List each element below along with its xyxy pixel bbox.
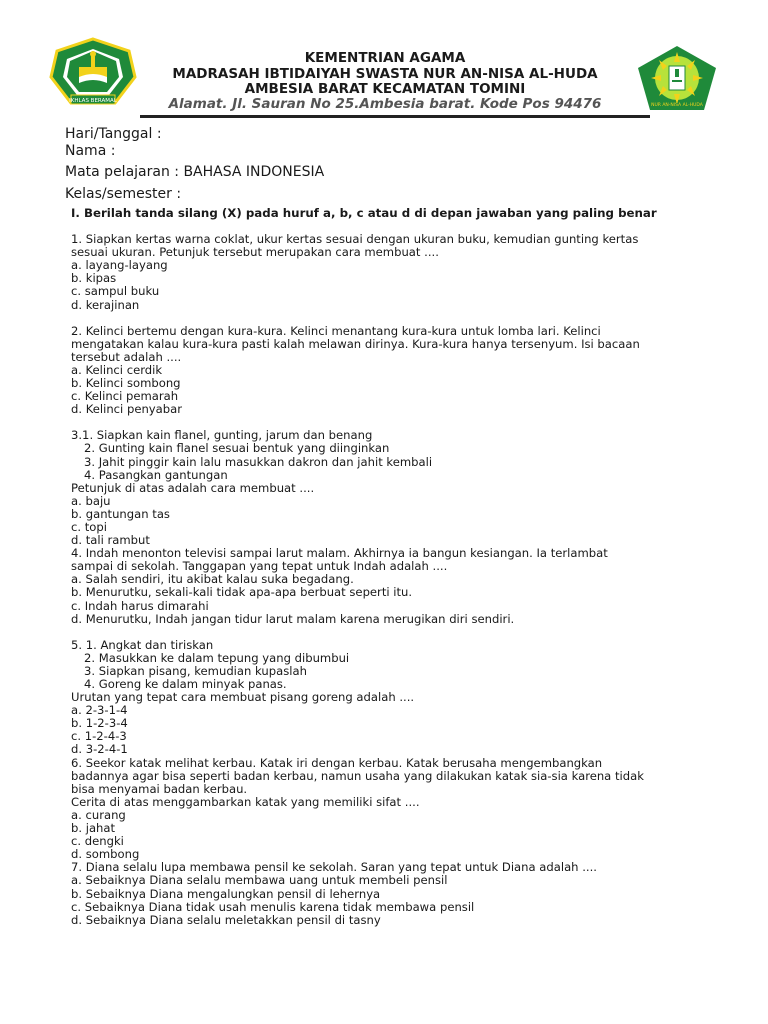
question-line: 2. Kelinci bertemu dengan kura-kura. Kelinci menantang kura-kura untuk lomba lari. Kelinci <box>71 323 601 338</box>
answer-option: a. Salah sendiri, itu akibat kalau suka begadang. <box>71 572 354 587</box>
question-line: 3. Jahit pinggir kain lalu masukkan dakron dan jahit kembali <box>84 454 433 469</box>
school-address: Alamat. Jl. Sauran No 25.Ambesia barat. Kode Pos 94476 <box>168 96 602 112</box>
question-line: mengatakan kalau kura-kura pasti kalah melawan dirinya. Kura-kura hanya tersenyum. Isi bacaan <box>71 336 640 351</box>
answer-option: b. 1-2-3-4 <box>71 716 128 731</box>
question-line: Petunjuk di atas adalah cara membuat .... <box>71 480 315 495</box>
question-line: sesuai ukuran. Petunjuk tersebut merupakan cara membuat .... <box>71 245 439 260</box>
answer-option: d. kerajinan <box>71 297 140 312</box>
answer-option: a. curang <box>71 807 126 822</box>
question-line: tersebut adalah .... <box>71 349 182 364</box>
right-logo-text: NUR AN-NISA AL-HUDA <box>651 103 703 108</box>
ministry-name: KEMENTRIAN AGAMA <box>304 50 466 66</box>
answer-option: c. Indah harus dimarahi <box>71 598 209 613</box>
answer-option: c. Sebaiknya Diana tidak usah menulis karena tidak membawa pensil <box>71 899 475 914</box>
question-line: 6. Seekor katak melihat kerbau. Katak iri dengan kerbau. Katak berusaha mengembangkan <box>71 755 603 770</box>
name-field-label: Nama : <box>65 143 116 159</box>
school-logo-icon <box>634 44 720 114</box>
question-line: 7. Diana selalu lupa membawa pensil ke sekolah. Saran yang tepat untuk Diana adalah .... <box>71 860 597 875</box>
answer-option: d. tali rambut <box>71 533 150 548</box>
answer-option: c. Kelinci pemarah <box>71 389 179 404</box>
question-line: 5. 1. Angkat dan tiriskan <box>71 637 214 652</box>
answer-option: d. sombong <box>71 847 140 862</box>
answer-option: b. Menurutku, sekali-kali tidak apa-apa berbuat seperti itu. <box>71 585 413 600</box>
question-line: sampai di sekolah. Tanggapan yang tepat untuk Indah adalah .... <box>71 559 448 574</box>
answer-option: b. Sebaiknya Diana mengalungkan pensil di lehernya <box>71 886 381 901</box>
question-line: badannya agar bisa seperti badan kerbau, namun usaha yang dilakukan katak sia-sia karena tidak <box>71 768 644 783</box>
answer-option: b. Kelinci sombong <box>71 376 181 391</box>
subject-label: Mata pelajaran : BAHASA INDONESIA <box>65 164 325 180</box>
school-name: MADRASAH IBTIDAIYAH SWASTA NUR AN-NISA AL-HUDA <box>172 66 598 82</box>
question-line: 2. Masukkan ke dalam tepung yang dibumbui <box>84 650 350 665</box>
question-list <box>71 207 711 927</box>
answer-option: a. layang-layang <box>71 258 168 273</box>
answer-option: b. gantungan tas <box>71 506 170 521</box>
answer-option: d. Sebaiknya Diana selalu meletakkan pensil di tasny <box>71 912 381 927</box>
header-divider <box>140 115 650 118</box>
class-semester-label: Kelas/semester : <box>65 186 182 202</box>
answer-option: b. kipas <box>71 271 117 286</box>
answer-option: a. 2-3-1-4 <box>71 703 128 718</box>
school-district: AMBESIA BARAT KECAMATAN TOMINI <box>244 81 526 97</box>
question-line: 4. Goreng ke dalam minyak panas. <box>84 677 287 691</box>
answer-option: a. baju <box>71 493 111 508</box>
question-line: Urutan yang tepat cara membuat pisang goreng adalah .... <box>71 690 415 705</box>
kemenag-logo-icon <box>49 37 137 109</box>
document-header <box>0 0 768 122</box>
answer-option: c. topi <box>71 519 107 534</box>
answer-option: d. Kelinci penyabar <box>71 402 182 417</box>
question-line: 4. Indah menonton televisi sampai larut malam. Akhirnya ia bangun kesiangan. Ia terlambat <box>71 546 608 561</box>
date-field-label: Hari/Tanggal : <box>65 126 162 142</box>
question-line: bisa menyamai badan kerbau. <box>71 781 248 796</box>
instruction-text: I. Berilah tanda silang (X) pada huruf a, b, c atau d di depan jawaban yang paling benar <box>71 206 657 220</box>
blank-line <box>71 312 711 325</box>
answer-option: a. Kelinci cerdik <box>71 362 163 377</box>
question-line: 4. Pasangkan gantungan <box>84 467 228 482</box>
answer-option: a. Sebaiknya Diana selalu membawa uang untuk membeli pensil <box>71 873 448 888</box>
answer-option: c. 1-2-4-3 <box>71 729 127 744</box>
answer-option: c. sampul buku <box>71 284 160 299</box>
question-line: 3.1. Siapkan kain flanel, gunting, jarum dan benang <box>71 428 373 443</box>
answer-option: b. jahat <box>71 821 116 836</box>
question-line: 3. Siapkan pisang, kemudian kupaslah <box>84 663 307 678</box>
question-lines <box>71 233 711 927</box>
question-line: 2. Gunting kain flanel sesuai bentuk yang diinginkan <box>84 441 390 456</box>
answer-option: d. 3-2-4-1 <box>71 742 128 757</box>
question-line: 1. Siapkan kertas warna coklat, ukur kertas sesuai dengan ukuran buku, kemudian gunting kertas <box>71 232 639 247</box>
question-line: Cerita di atas menggambarkan katak yang memiliki sifat .... <box>71 794 420 809</box>
left-logo-text: IKHLAS BERAMAL <box>69 98 117 104</box>
blank-line <box>71 626 711 639</box>
answer-option: c. dengki <box>71 834 124 849</box>
answer-option: d. Menurutku, Indah jangan tidur larut malam karena merugikan diri sendiri. <box>71 611 515 626</box>
